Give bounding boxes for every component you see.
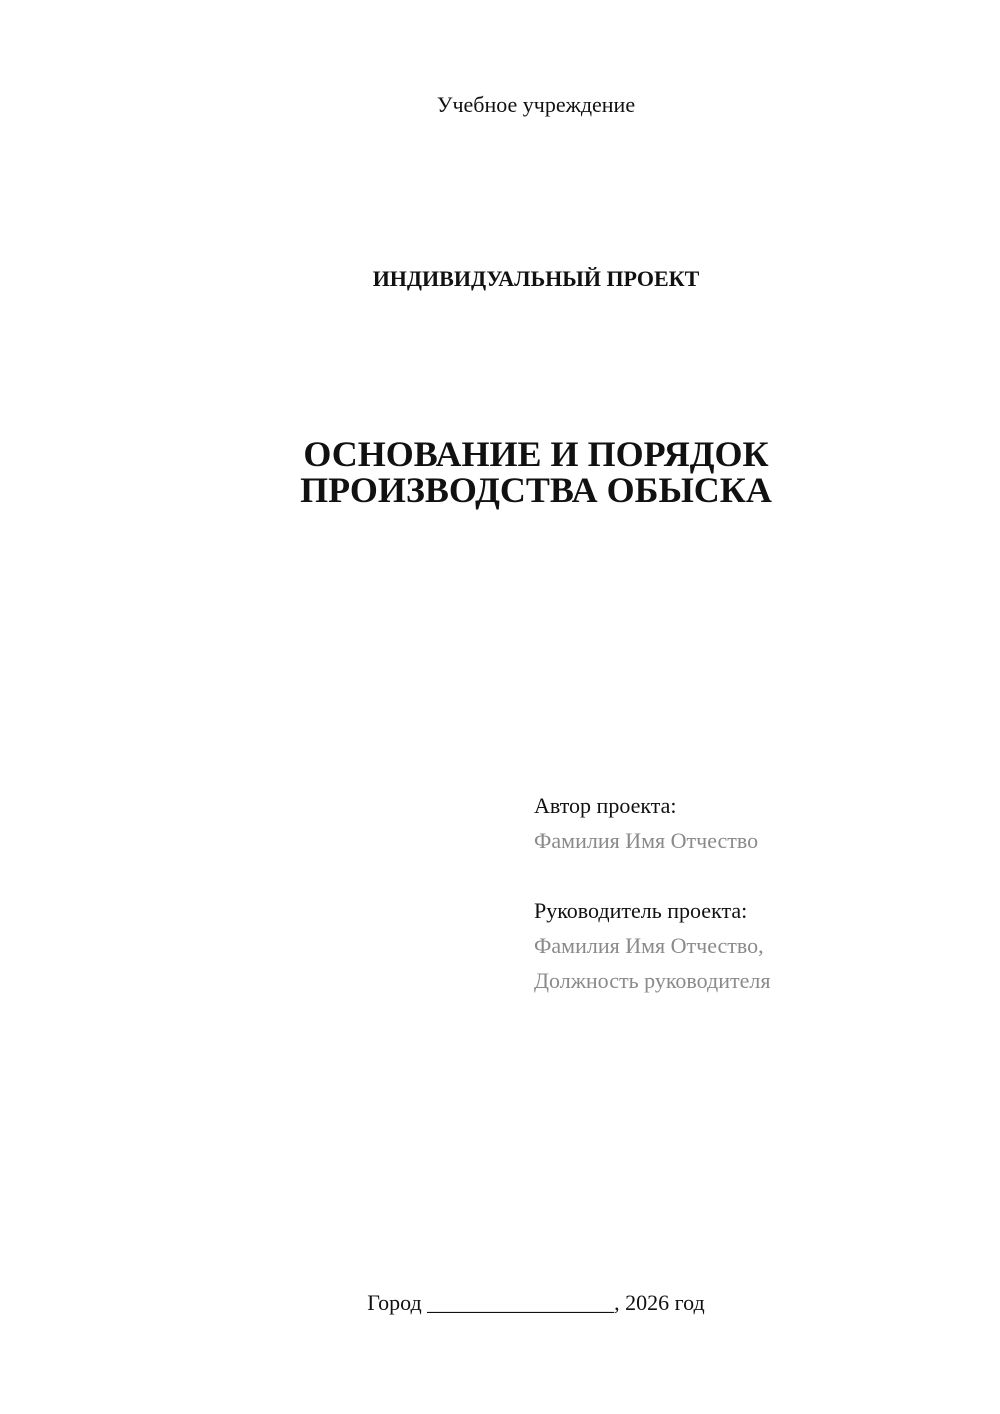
document-title-line-1: ОСНОВАНИЕ И ПОРЯДОК — [303, 434, 769, 474]
document-type: ИНДИВИДУАЛЬНЫЙ ПРОЕКТ — [372, 266, 700, 291]
supervisor-name: Фамилия Имя Отчество, — [534, 933, 764, 958]
supervisor-label: Руководитель проекта: — [534, 898, 748, 923]
author-name: Фамилия Имя Отчество — [534, 828, 759, 853]
institution-name: Учебное учреждение — [436, 92, 636, 117]
document-title-line-2: ПРОИЗВОДСТВА ОБЫСКА — [300, 470, 772, 510]
supervisor-position: Должность руководителя — [534, 968, 771, 993]
credits-block — [534, 788, 974, 998]
credits-spacer — [534, 858, 974, 893]
author-label: Автор проекта: — [534, 793, 677, 818]
city-year-line: Город _________________, 2026 год — [367, 1290, 705, 1315]
document-title — [286, 436, 786, 508]
